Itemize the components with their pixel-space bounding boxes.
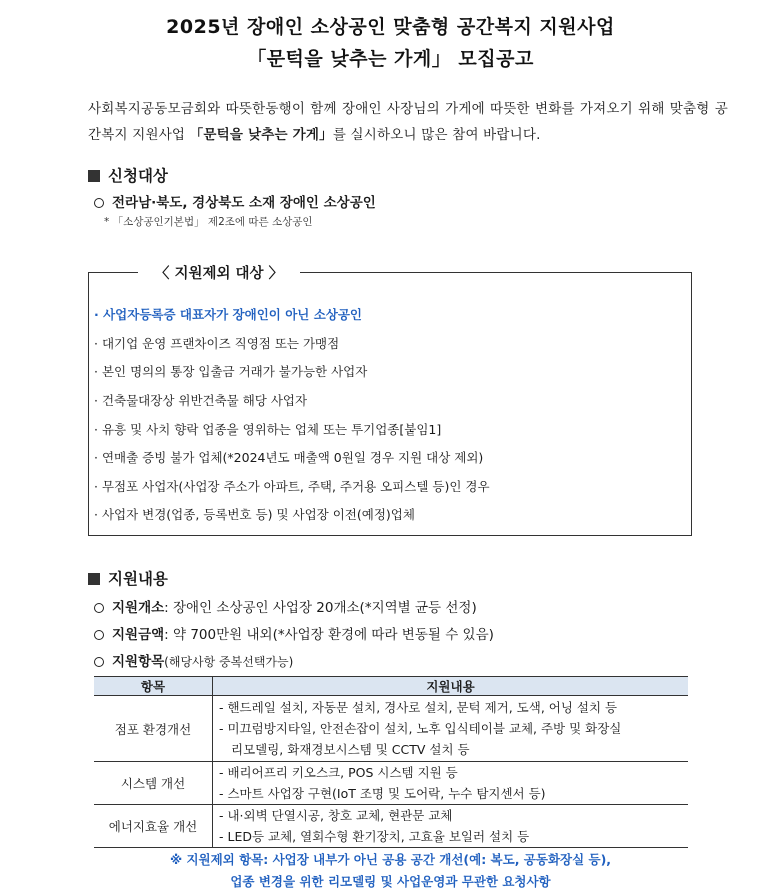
support-items-text: (해당사항 중복선택가능)	[164, 655, 294, 669]
exclusion-warning-line-2: 업종 변경을 위한 리모델링 및 사업운영과 무관한 요청사항	[230, 874, 551, 889]
table-header-content: 지원내용	[213, 677, 689, 696]
table-cell-category: 시스템 개선	[94, 762, 213, 805]
eligibility-target	[94, 191, 376, 211]
title-line-2: 「문턱을 낮추는 가게」 모집공고	[247, 48, 534, 70]
table-cell-content	[213, 762, 689, 805]
table-cell-content	[213, 805, 689, 848]
exclusion-item: · 사업자등록증 대표자가 장애인이 아닌 소상공인	[94, 307, 363, 322]
table-cell-category: 에너지효율 개선	[94, 805, 213, 848]
exclusion-item: · 연매출 증빙 불가 업체(*2024년도 매출액 0원일 경우 지원 대상 제외)	[94, 450, 484, 465]
table-header-category: 항목	[94, 677, 213, 696]
exclusion-item: · 유흥 및 사치 향락 업종을 영위하는 업체 또는 투기업종[붙임1]	[94, 422, 442, 437]
exclusion-warning-line-1: ※ 지원제외 항목: 사업장 내부가 아닌 공용 공간 개선(예: 복도, 공동화장실 등),	[169, 852, 612, 867]
square-bullet-icon	[88, 573, 100, 585]
exclusion-item: · 건축물대장상 위반건축물 해당 사업자	[94, 393, 308, 408]
support-items-table	[94, 676, 688, 848]
support-heading	[88, 567, 168, 589]
support-heading-text: 지원내용	[108, 570, 168, 588]
exclusion-item: · 본인 명의의 통장 입출금 거래가 불가능한 사업자	[94, 364, 368, 379]
support-amount	[94, 623, 494, 643]
intro-paragraph	[88, 96, 728, 148]
table-row	[94, 805, 688, 848]
support-count-label: 지원개소	[112, 600, 165, 616]
square-bullet-icon	[88, 170, 100, 182]
exclusions-box-top-right	[300, 272, 692, 273]
circle-bullet-icon	[94, 198, 104, 208]
exclusion-item: · 대기업 운영 프랜차이즈 직영점 또는 가맹점	[94, 336, 340, 351]
exclusions-title: 〈 지원제외 대상 〉	[140, 262, 298, 283]
table-line: - 핸드레일 설치, 자동문 설치, 경사로 설치, 문턱 제거, 도색, 어닝 설치 등	[219, 700, 618, 715]
table-line: - LED등 교체, 열회수형 환기장치, 고효율 보일러 설치 등	[219, 829, 530, 844]
support-items	[94, 650, 293, 670]
table-row	[94, 762, 688, 805]
exclusions-box-top-left	[88, 272, 138, 273]
eligibility-heading	[88, 164, 168, 186]
eligibility-heading-text: 신청대상	[108, 167, 168, 185]
table-row	[94, 696, 688, 762]
table-header-row	[94, 677, 688, 696]
circle-bullet-icon	[94, 630, 104, 640]
exclusion-item: · 사업자 변경(업종, 등록번호 등) 및 사업장 이전(예정)업체	[94, 507, 415, 522]
table-cell-content	[213, 696, 689, 762]
table-line: - 미끄럼방지타일, 안전손잡이 설치, 노후 입식테이블 교체, 주방 및 화장실	[219, 721, 622, 736]
table-line: - 스마트 사업장 구현(IoT 조명 및 도어락, 누수 탐지센서 등)	[219, 786, 546, 801]
support-count-text: : 장애인 소상공인 사업장 20개소(*지역별 균등 선정)	[164, 600, 477, 616]
table-line: 리모델링, 화재경보시스템 및 CCTV 설치 등	[231, 742, 470, 757]
title-line-1: 2025년 장애인 소상공인 맞춤형 공간복지 지원사업	[166, 16, 615, 38]
intro-text-2: 를 실시하오니 많은 참여 바랍니다.	[332, 127, 541, 143]
table-line: - 내·외벽 단열시공, 창호 교체, 현관문 교체	[219, 808, 453, 823]
support-count	[94, 596, 477, 616]
table-cell-category: 점포 환경개선	[94, 696, 213, 762]
circle-bullet-icon	[94, 657, 104, 667]
table-line: - 배리어프리 키오스크, POS 시스템 지원 등	[219, 765, 458, 780]
support-amount-text: : 약 700만원 내외(*사업장 환경에 따라 변동될 수 있음)	[164, 627, 494, 643]
support-items-label: 지원항목	[112, 654, 165, 670]
support-amount-label: 지원금액	[112, 627, 165, 643]
eligibility-note: * 「소상공인기본법」 제2조에 따른 소상공인	[104, 216, 313, 228]
exclusion-item: · 무점포 사업자(사업장 주소가 아파트, 주택, 주거용 오피스텔 등)인 경우	[94, 479, 490, 494]
circle-bullet-icon	[94, 603, 104, 613]
intro-text-1: 사회복지공동모금회와 따뜻한동행이 함께 장애인 사장님의 가게에 따뜻한 변화를 가져오기 위해 맞춤형 공간복지 지원사업	[88, 101, 728, 143]
eligibility-target-text: 전라남·북도, 경상북도 소재 장애인 소상공인	[112, 195, 376, 211]
intro-program-name: 「문턱을 낮추는 가게」	[189, 127, 333, 143]
